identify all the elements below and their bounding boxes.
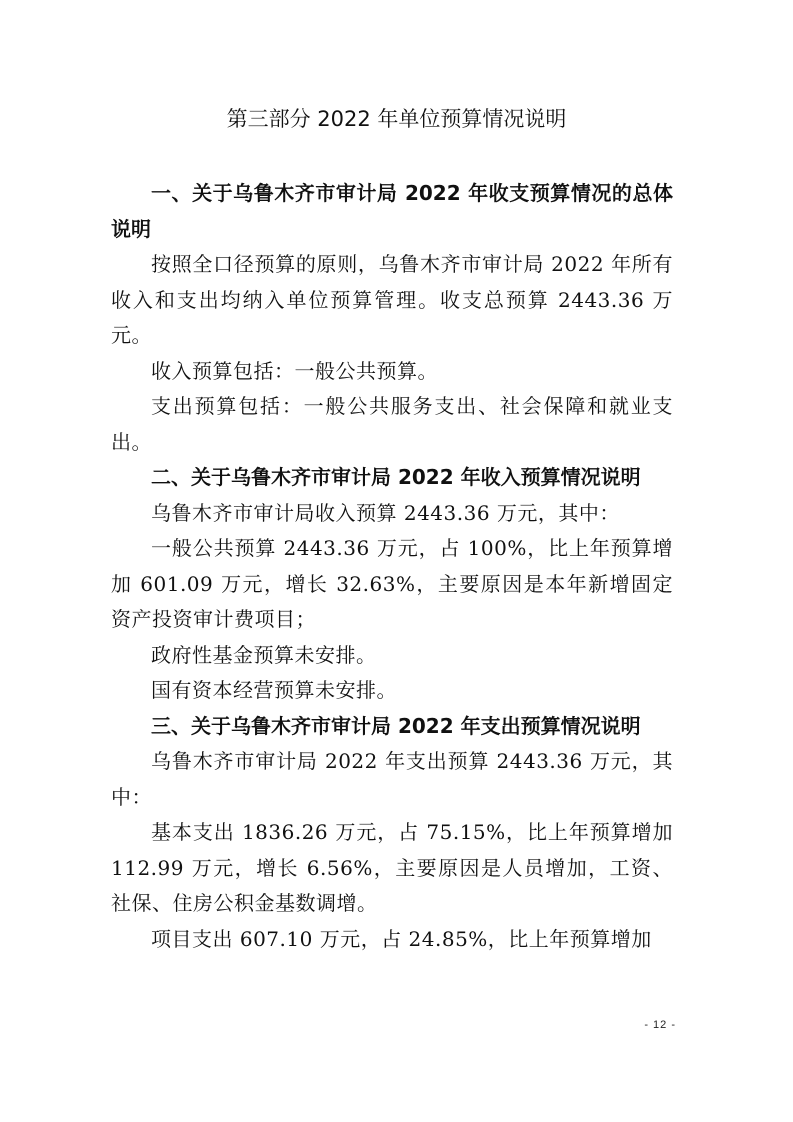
paragraph: 乌鲁木齐市审计局收入预算 2443.36 万元，其中： [151,500,620,525]
section-2 [111,460,673,709]
paragraph: 支出预算包括：一般公共服务支出、社会保障和就业支出。 [111,394,673,454]
section-heading: 一、关于乌鲁木齐市审计局 2022 年收支预算情况的总体说明 [111,181,673,241]
section-1 [111,176,673,460]
paragraph: 国有资本经营预算未安排。 [151,678,397,702]
section-heading: 三、关于乌鲁木齐市审计局 2022 年支出预算情况说明 [151,713,641,738]
paragraph: 一般公共预算 2443.36 万元，占 100%，比上年预算增加 601.09 万元，增长 32.63%，主要原因是本年新增固定资产投资审计费项目； [111,536,673,631]
paragraph: 按照全口径预算的原则，乌鲁木齐市审计局 2022 年所有收入和支出均纳入单位预算管理。收支总预算 2443.36 万元。 [111,252,673,347]
paragraph: 乌鲁木齐市审计局 2022 年支出预算 2443.36 万元，其中： [111,749,673,809]
paragraph: 政府性基金预算未安排。 [151,642,377,667]
paragraph: 项目支出 607.10 万元，占 24.85%，比上年预算增加 [151,926,652,951]
section-3 [111,709,673,958]
paragraph: 基本支出 1836.26 万元，占 75.15%，比上年预算增加 112.99 万元，增长 6.56%，主要原因是人员增加，工资、社保、住房公积金基数调增。 [111,820,673,915]
paragraph: 收入预算包括：一般公共预算。 [151,358,438,383]
page-title: 第三部分 2022 年单位预算情况说明 [226,107,567,131]
section-heading: 二、关于乌鲁木齐市审计局 2022 年收入预算情况说明 [151,465,641,489]
document-body [111,176,673,957]
page-number: - 12 - [644,1019,676,1031]
